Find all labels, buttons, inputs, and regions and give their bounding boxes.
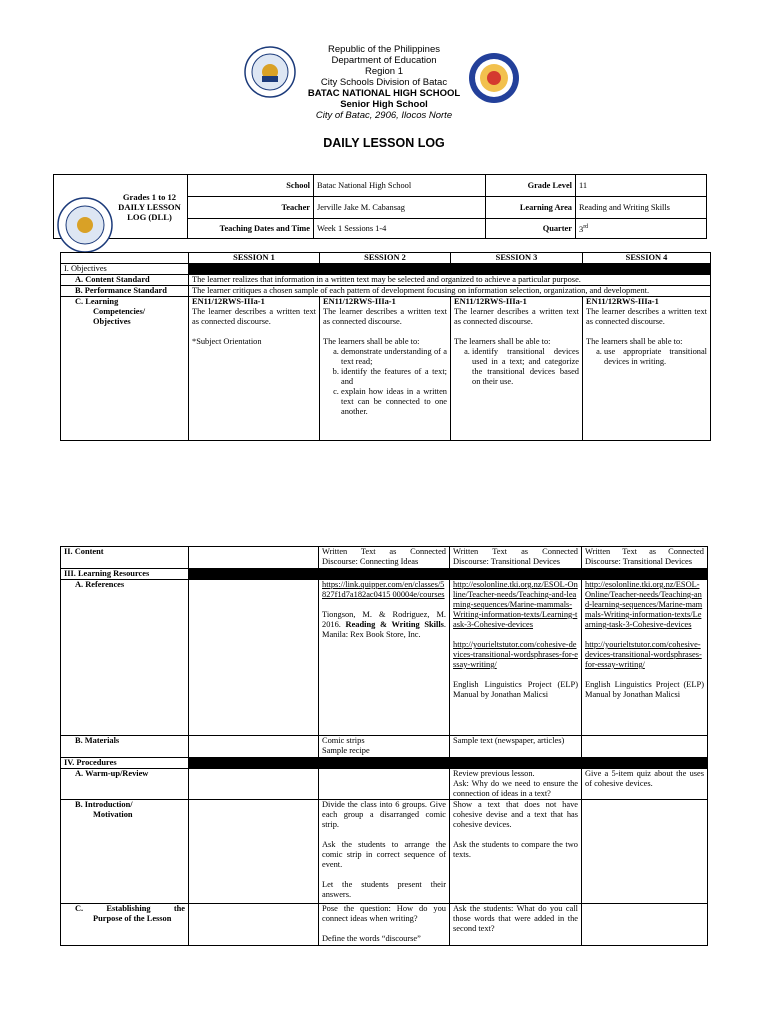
purpose-session3: Ask the students: What do you call those words that were added in the second text? [450,904,582,946]
purpose-session4 [582,904,708,946]
resources-bar [189,569,708,580]
header-line-division: City Schools Division of Batac [320,77,448,88]
elp-manual: English Linguistics Project (ELP) Manual by Jonathan Malicsi [585,680,704,699]
performance-standard-text: The learner critiques a chosen sample of each pattern of development focusing on information selection, organization, and development. [189,286,711,297]
learners-able: The learners shall be able to: [323,337,420,346]
warmup-question: Ask: Why do we need to ensure the connection of ideas in a text? [453,779,578,798]
references-label: A. References [61,580,189,736]
dll-title: Grades 1 to 12 DAILY LESSON LOG (DLL) [118,191,181,222]
objective-item: a. use appropriate transitional devices in writing. [604,347,707,367]
competency-code: EN11/12RWS-IIIa-1 [323,297,396,306]
header-line-republic: Republic of the Philippines [328,44,440,55]
introduction-session1 [189,800,319,904]
competency-code: EN11/12RWS-IIIa-1 [454,297,527,306]
material-sample-recipe: Sample recipe [322,746,370,755]
teaching-dates-label: Teaching Dates and Time [188,219,314,239]
purpose-question: Pose the question: How do you connect ideas when writing? [322,904,446,923]
subject-orientation: *Subject Orientation [192,337,262,346]
competency-describes: The learner describes a written text as connected discourse. [454,307,579,326]
introduction-session3 [450,800,582,904]
procedures-heading: IV. Procedures [61,758,189,769]
header-line-region: Region 1 [364,66,404,77]
competencies-label-line3: Objectives [93,317,131,326]
purpose-session2 [319,904,450,946]
materials-session1 [189,736,319,758]
competency-describes: The learner describes a written text as connected discourse. [323,307,447,326]
textbook-title: Reading & Writing Skills [345,620,444,629]
competencies-label [61,297,189,441]
quarter-suffix: rd [583,224,589,231]
dll-info-table [53,174,707,239]
procedures-bar [189,758,708,769]
material-comic-strips: Comic strips [322,736,365,745]
competency-code: EN11/12RWS-IIIa-1 [586,297,659,306]
session4-objectives [583,297,711,441]
content-session3: Written Text as Connected Discourse: Transitional Devices [450,547,582,569]
materials-session4 [582,736,708,758]
session4-objective-list [586,347,707,367]
purpose-define: Define the words “discourse” [322,934,421,943]
materials-session2 [319,736,450,758]
purpose-label [61,904,189,946]
references-session1 [189,580,319,736]
teacher-label: Teacher [188,197,314,219]
ielts-link[interactable]: http://yourieltstutor.com/cohesive-devices-transitional-wordsphrases-for-essay-writing/ [585,640,702,669]
content-standard-text: The learner realizes that information in a written text may be selected and organized to achieve a particular purpose. [189,275,711,286]
elp-manual: English Linguistics Project (ELP) Manual by Jonathan Malicsi [453,680,578,699]
learning-area-label: Learning Area [486,197,576,219]
teaching-dates-value: Week 1 Sessions 1-4 [314,219,486,239]
intro-step-divide: Divide the class into 6 groups. Give each group a disarranged comic strip. [322,800,446,829]
warmup-label: A. Warm-up/Review [61,769,189,800]
materials-label: B. Materials [61,736,189,758]
competencies-label-line1: C. Learning [75,297,119,306]
letterhead [200,44,568,121]
session2-objective-list [323,347,447,417]
lesson-body-table [60,546,708,946]
grade-level-label: Grade Level [486,175,576,197]
quarter-number: 3 [579,224,584,234]
quarter-label: Quarter [486,219,576,239]
esol-link[interactable]: http://esolonline.tki.org.nz/ESOL-Online/Teacher-needs/Teaching-and-learning-sequences/Marine-mammals-Writing-information-texts/Learning-task-3-Cohesive-devices [585,580,703,629]
quarter-value [576,219,707,239]
deped-small-seal-logo [56,196,114,239]
references-session3 [450,580,582,736]
introduction-session4 [582,800,708,904]
textbook-authors: Tiongson, M. & Rodriguez, M. 2016. [322,610,446,629]
purpose-label-line1: C. Establishing the [75,904,185,913]
performance-standard-label: B. Performance Standard [61,286,189,297]
warmup-session1 [189,769,319,800]
teacher-value: Jerville Jake M. Cabansag [314,197,486,219]
warmup-session2 [319,769,450,800]
objective-item: a. demonstrate understanding of a text read; [341,347,447,367]
warmup-review: Review previous lesson. [453,769,535,778]
references-session4 [582,580,708,736]
content-session4: Written Text as Connected Discourse: Transitional Devices [582,547,708,569]
document-title: DAILY LESSON LOG [323,136,445,150]
introduction-label [61,800,189,904]
learners-able: The learners shall be able to: [586,337,683,346]
textbook-publisher: . Manila: Rex Book Store, Inc. [322,620,446,639]
textbook-reference [322,610,446,640]
competency-describes: The learner describes a written text as connected discourse. [192,307,316,326]
ielts-link[interactable]: http://yourieltstutor.com/cohesive-devices-transitional-wordsphrases-for-essay-writing/ [453,640,578,669]
header-school-level: Senior High School [340,99,428,110]
competency-code: EN11/12RWS-IIIa-1 [192,297,265,306]
content-heading: II. Content [61,547,189,569]
purpose-session1 [189,904,319,946]
learners-able: The learners shall be able to: [454,337,551,346]
objectives-table [60,252,711,441]
esol-link[interactable]: http://esolonline.tki.org.nz/ESOL-Online/Teacher-needs/Teaching-and-learning-sequences/Marine-mammals-Writing-information-texts/Learning-task-3-Cohesive-devices [453,580,578,629]
school-value: Batac National High School [314,175,486,197]
session3-objective-list [454,347,579,387]
session-header-4: SESSION 4 [583,253,711,264]
intro-step-arrange: Ask the students to arrange the comic strip in correct sequence of event. [322,840,446,869]
header-school-name: BATAC NATIONAL HIGH SCHOOL [307,88,461,99]
warmup-session3 [450,769,582,800]
session2-objectives [320,297,451,441]
content-standard-label: A. Content Standard [61,275,189,286]
session-header-blank [61,253,189,264]
resources-heading: III. Learning Resources [61,569,189,580]
intro-step-compare: Ask the students to compare the two texts. [453,840,578,859]
objective-item: c. explain how ideas in a written text can be connected to one another. [341,387,447,417]
competency-describes: The learner describes a written text as connected discourse. [586,307,707,326]
learning-area-value: Reading and Writing Skills [576,197,707,219]
warmup-session4: Give a 5-item quiz about the uses of cohesive devices. [582,769,708,800]
header-address: City of Batac, 2906, Ilocos Norte [315,110,453,121]
intro-step-present: Let the students present their answers. [322,880,446,899]
session-header-1: SESSION 1 [189,253,320,264]
materials-session3: Sample text (newspaper, articles) [450,736,582,758]
content-session1 [189,547,319,569]
objective-item: a. identify transitional devices used in a text; and categorize the transitional devices based on their use. [472,347,579,387]
session-header-2: SESSION 2 [320,253,451,264]
session1-objectives [189,297,320,441]
school-label: School [188,175,314,197]
objectives-bar [189,264,711,275]
session-header-3: SESSION 3 [451,253,583,264]
quipper-link[interactable]: https://link.quipper.com/en/classes/5827f1d7a182ac0415 00004e/courses [322,580,445,599]
objective-item: b. identify the features of a text; and [341,367,447,387]
introduction-label-line2: Motivation [93,810,133,819]
objectives-heading: I. Objectives [61,264,189,275]
introduction-label-line1: B. Introduction/ [75,800,133,809]
header-line-deped: Department of Education [331,55,437,66]
dll-title-cell [54,175,188,239]
references-session2 [319,580,450,736]
purpose-label-line2: Purpose of the Lesson [93,914,172,923]
competencies-label-line2: Competencies/ [93,307,146,316]
introduction-session2 [319,800,450,904]
intro-step-show: Show a text that does not have cohesive devise and a text that has cohesive devices. [453,800,578,829]
session3-objectives [451,297,583,441]
grade-level-value: 11 [576,175,707,197]
content-session2: Written Text as Connected Discourse: Connecting Ideas [319,547,450,569]
